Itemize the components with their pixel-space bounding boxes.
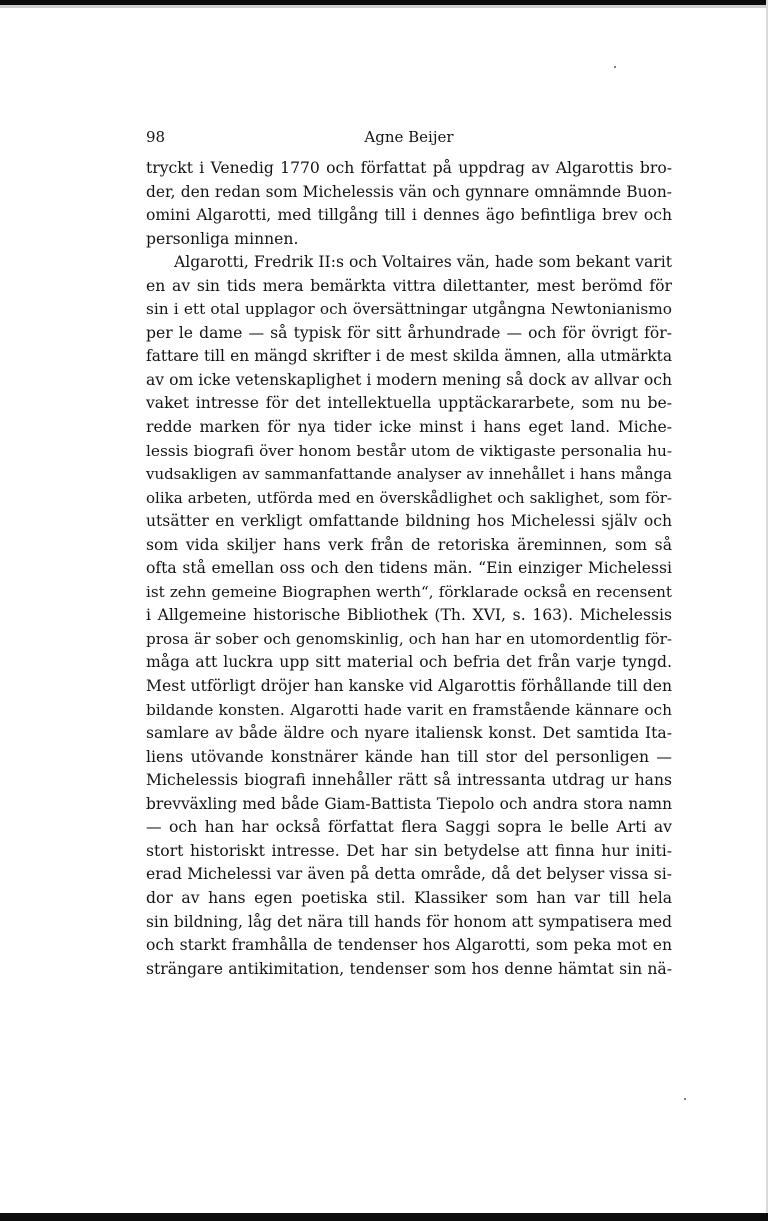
text-line: och starkt framhålla de tendenser hos Algarotti, som peka mot en: [146, 936, 672, 955]
paragraph: [146, 251, 672, 981]
text-line: sin i ett otal upplagor och översättningar utgångna Newtonianismo: [146, 300, 672, 319]
text-line: sin bildning, låg det nära till hands för honom att sympatisera med: [146, 912, 672, 931]
text-line: — och han har också författat flera Saggi sopra le belle Arti av: [146, 818, 672, 837]
scan-speck: [614, 66, 616, 68]
text-line: Algarotti, Fredrik II:s och Voltaires vän, hade som bekant varit: [174, 253, 672, 272]
text-line: ofta stå emellan oss och den tidens män. “Ein einziger Michelessi: [146, 559, 672, 578]
text-line: brevväxling med både Giam-Battista Tiepolo och andra stora namn: [146, 794, 672, 813]
text-line: fattare till en mängd skrifter i de mest skilda ämnen, alla utmärkta: [146, 347, 672, 366]
text-line: tryckt i Venedig 1770 och författat på uppdrag av Algarottis bro-: [146, 159, 672, 177]
text-line: en av sin tids mera bemärkta vittra dilettanter, mest berömd för: [146, 276, 672, 295]
text-line: Michelessis biografi innehåller rätt så intressanta utdrag ur hans: [146, 771, 672, 790]
text-line: per le dame — så typisk för sitt århundrade — och för övrigt för-: [146, 323, 672, 342]
text-line: vaket intresse för det intellektuella upptäckararbete, som nu be-: [146, 394, 672, 413]
text-line: ist zehn gemeine Biographen werth“, förklarade också en recensent: [146, 582, 672, 601]
text-line: Mest utförligt dröjer han kanske vid Algarottis förhållande till den: [146, 677, 672, 696]
scan-bottom-edge: [0, 1213, 768, 1221]
text-line: prosa är sober och genomskinlig, och han har en utomordentlig för-: [146, 629, 672, 648]
text-line: olika arbeten, utförda med en överskådlighet och saklighet, som för-: [146, 488, 672, 507]
text-line: samlare av både äldre och nyare italiensk konst. Det samtida Ita-: [146, 724, 672, 743]
text-line: i Allgemeine historische Bibliothek (Th. XVI, s. 163). Michelessis: [146, 606, 672, 625]
text-line: personliga minnen.: [146, 229, 299, 248]
text-line: bildande konsten. Algarotti hade varit en framstående kännare och: [146, 700, 672, 719]
text-line: lessis biografi över honom består utom de viktigaste personalia hu-: [146, 441, 672, 460]
text-line: dor av hans egen poetiska stil. Klassiker som han var till hela: [146, 888, 672, 907]
text-line: strängare antikimitation, tendenser som hos denne hämtat sin nä-: [146, 959, 672, 978]
text-line: utsätter en verkligt omfattande bildning hos Michelessi själv och: [146, 512, 672, 531]
text-line: stort historiskt intresse. Det har sin betydelse att finna hur initi-: [146, 841, 672, 860]
running-head: [146, 128, 672, 148]
running-title: Agne Beijer: [364, 128, 454, 146]
scan-speck: [684, 1098, 686, 1100]
text-line: vudsakligen av sammanfattande analyser av innehållet i hans många: [146, 465, 672, 484]
text-line: måga att luckra upp sitt material och befria det från varje tyngd.: [146, 653, 672, 672]
text-line: redde marken för nya tider icke minst i hans eget land. Miche-: [146, 418, 672, 437]
page-number: 98: [146, 128, 166, 146]
text-line: der, den redan som Michelessis vän och gynnare omnämnde Buon-: [146, 182, 672, 201]
body-text: [146, 157, 672, 981]
text-line: som vida skiljer hans verk från de retoriska äreminnen, som så: [146, 535, 672, 554]
text-line: erad Michelessi var även på detta område, då det belyser vissa si-: [146, 865, 672, 884]
text-line: omini Algarotti, med tillgång till i dennes ägo befintliga brev och: [146, 206, 672, 225]
paragraph: [146, 157, 672, 251]
text-line: liens utövande konstnärer kände han till stor del personligen —: [146, 747, 672, 766]
scan-top-shadow: [0, 5, 768, 8]
text-line: av om icke vetenskaplighet i modern mening så dock av allvar och: [146, 370, 672, 389]
